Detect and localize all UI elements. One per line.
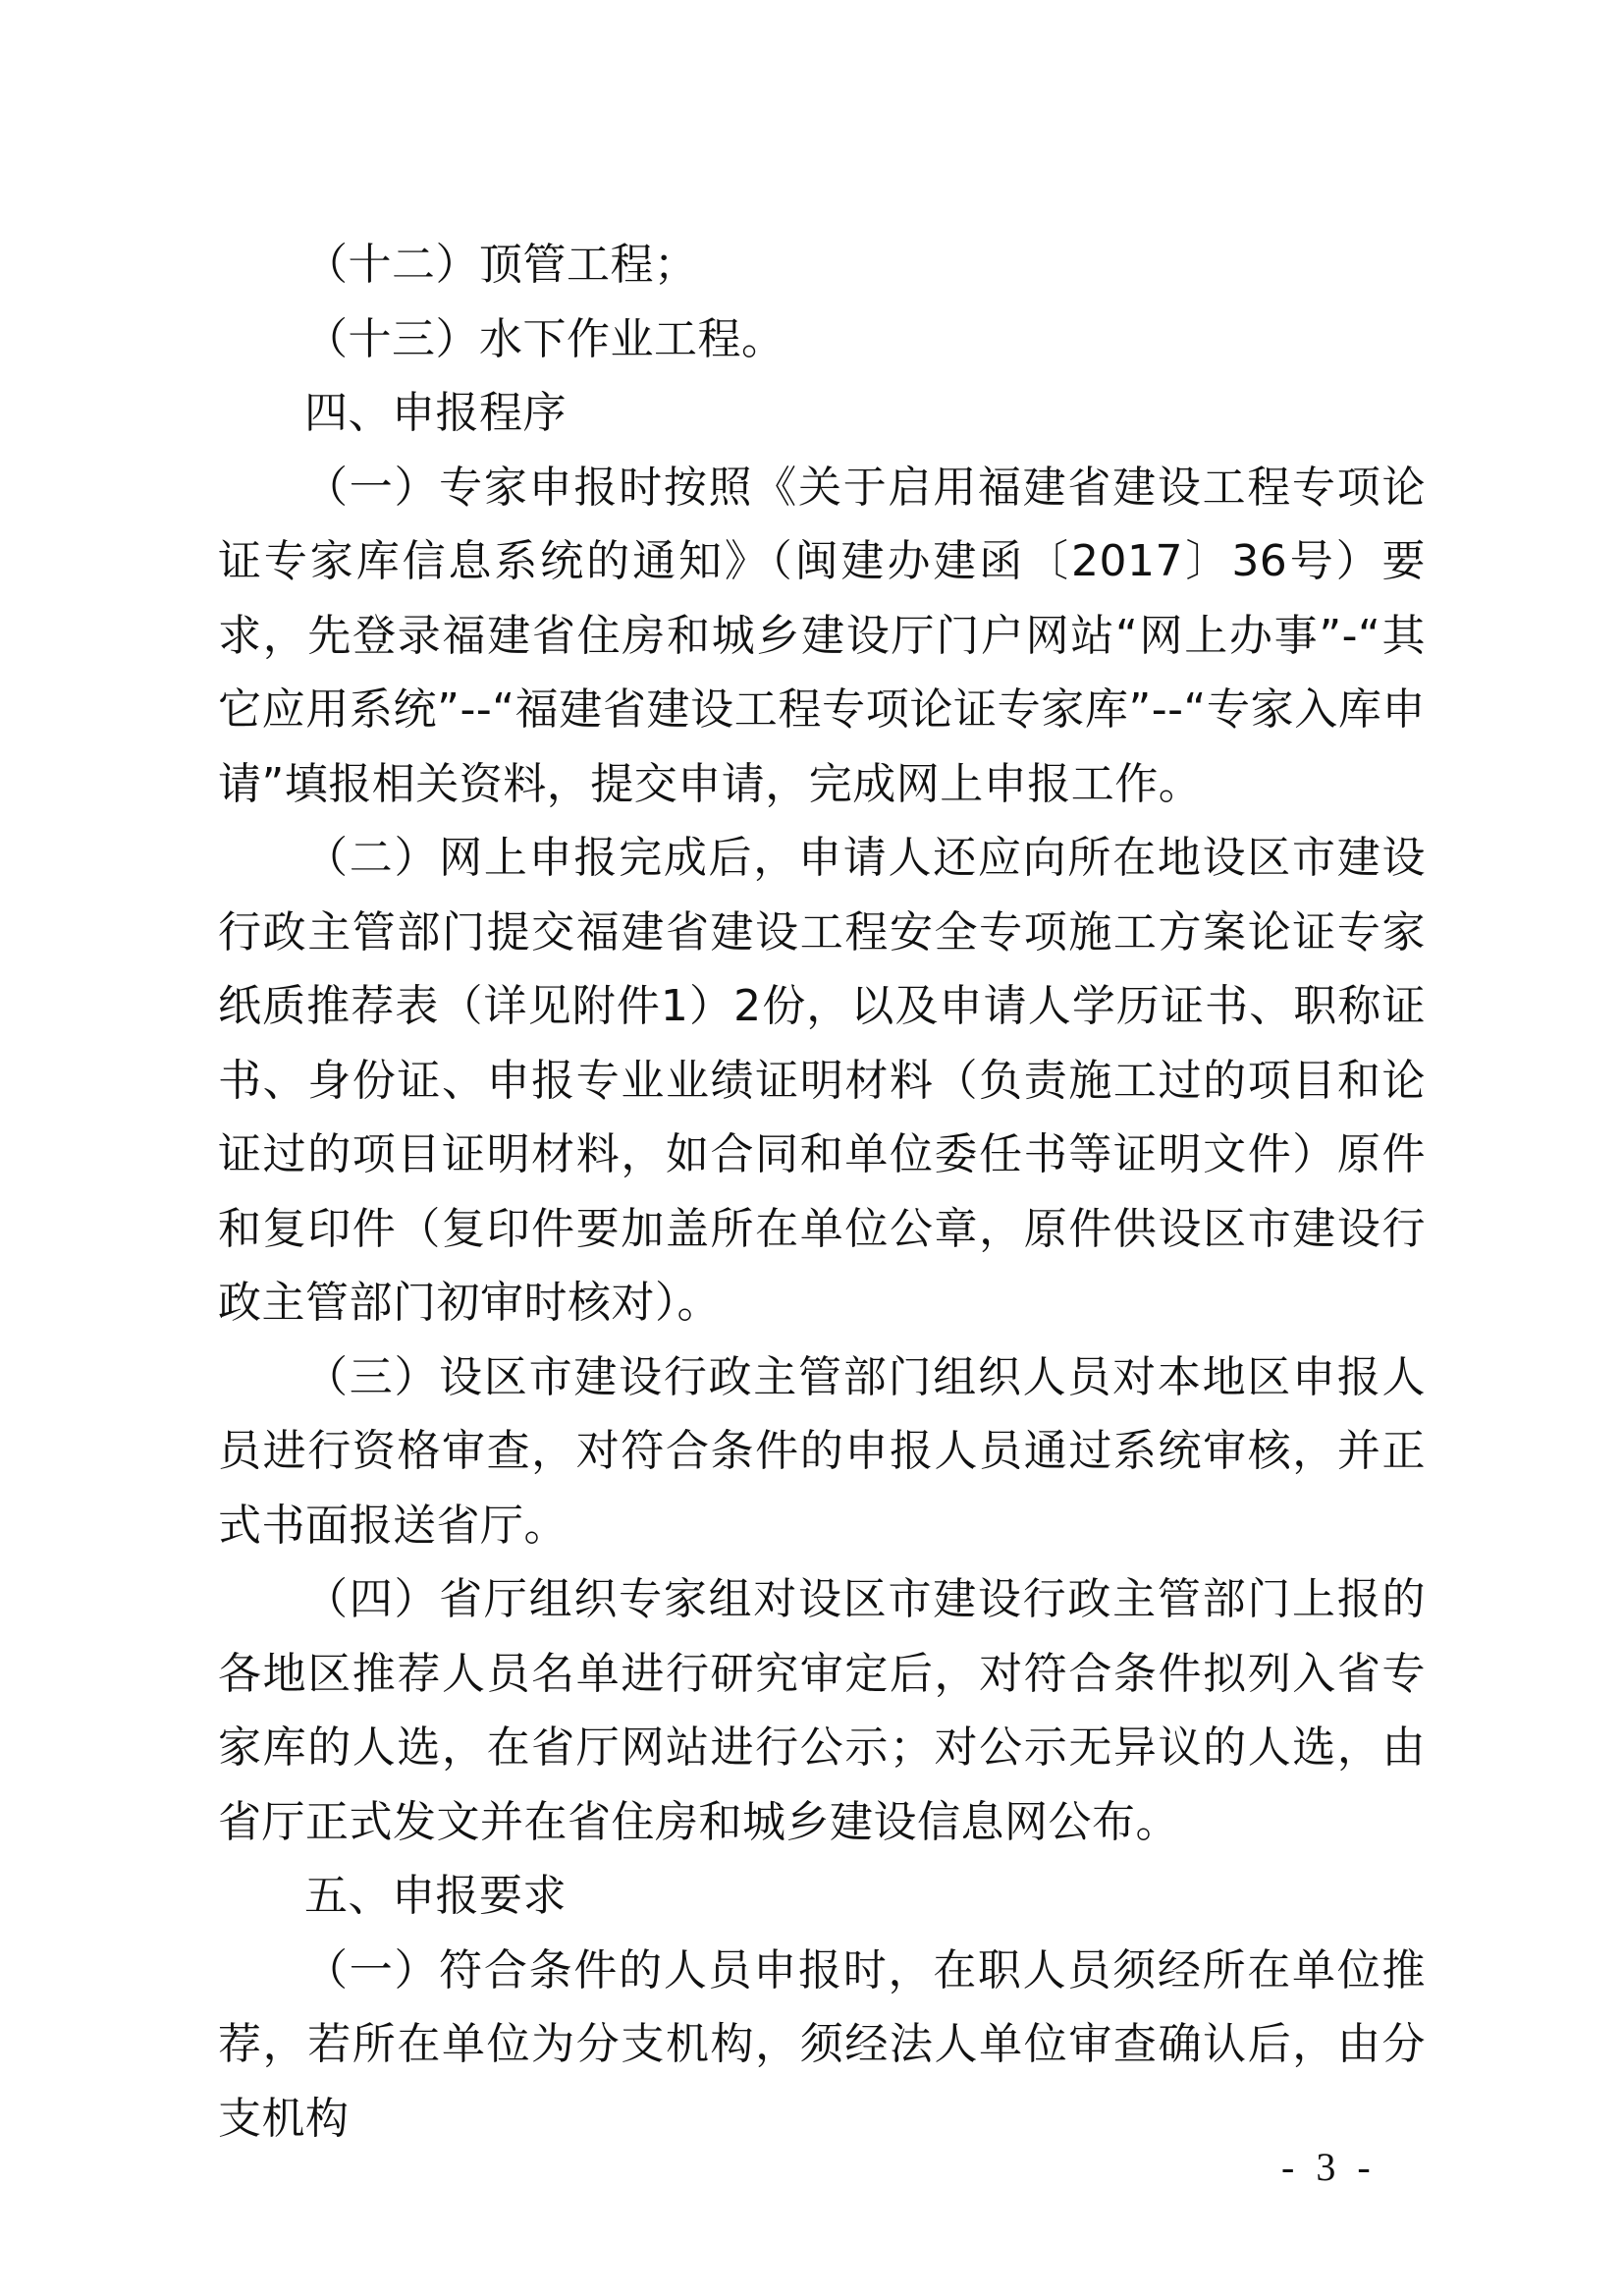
- paragraph: （一）符合条件的人员申报时，在职人员须经所在单位推荐，若所在单位为分支机构，须经法人单位审查确认后，由分支机构: [218, 1944, 1426, 2144]
- section-heading: 四、申报程序: [304, 388, 567, 438]
- document-body: [218, 228, 1426, 2156]
- paragraph: （三）设区市建设行政主管部门组织人员对本地区申报人员进行资格审查，对符合条件的申报人员通过系统审核，并正式书面报送省厅。: [218, 1351, 1426, 1551]
- paragraph: （十二）顶管工程；: [304, 240, 698, 290]
- section-heading: 五、申报要求: [304, 1871, 567, 1921]
- paragraph: （十三）水下作业工程。: [304, 313, 785, 364]
- page-number: - 3 -: [1281, 2145, 1377, 2189]
- paragraph: （一）专家申报时按照《关于启用福建省建设工程专项论证专家库信息系统的通知》（闽建办建函〔2017〕36号）要求，先登录福建省住房和城乡建设厅门户网站“网上办事”-“其它应用系统”--“福建省建设工程专项论证专家库”--“专家入库申请”填报相关资料，提交申请，完成网上申报工作。: [218, 462, 1426, 809]
- paragraph: （二）网上申报完成后，申请人还应向所在地设区市建设行政主管部门提交福建省建设工程安全专项施工方案论证专家纸质推荐表（详见附件1）2份，以及申请人学历证书、职称证书、身份证、申报专业业绩证明材料（负责施工过的项目和论证过的项目证明材料，如合同和单位委任书等证明文件）原件和复印件（复印件要加盖所在单位公章，原件供设区市建设行政主管部门初审时核对）。: [218, 833, 1426, 1328]
- paragraph: （四）省厅组织专家组对设区市建设行政主管部门上报的各地区推荐人员名单进行研究审定后，对符合条件拟列入省专家库的人选，在省厅网站进行公示；对公示无异议的人选，由省厅正式发文并在省住房和城乡建设信息网公布。: [218, 1574, 1426, 1847]
